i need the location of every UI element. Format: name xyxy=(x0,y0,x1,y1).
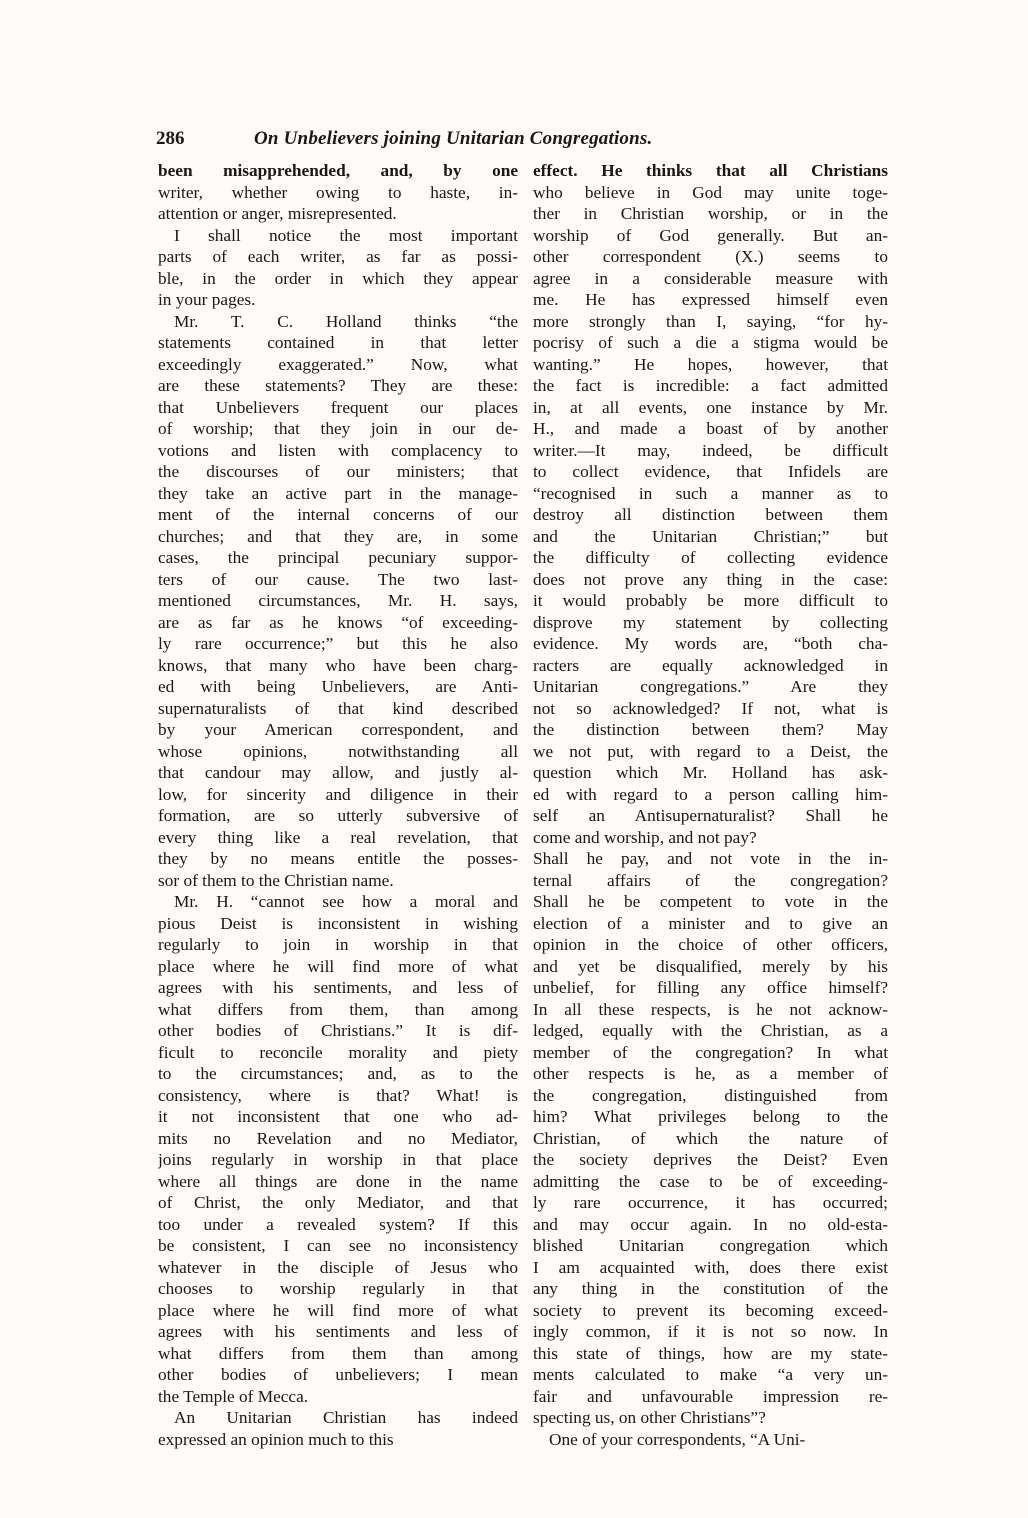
text-line: worship of God generally. But an- xyxy=(533,225,888,245)
text-line: the fact is incredible: a fact admitted xyxy=(533,376,888,395)
text-line: unbelief, for filling any office himself? xyxy=(533,978,888,997)
text-line: this state of things, how are my state- xyxy=(533,1343,888,1363)
text-line: ments calculated to make “a very un- xyxy=(533,1365,888,1384)
text-line: pocrisy of such a die a stigma would be xyxy=(533,333,888,352)
text-line: in your pages. xyxy=(158,290,256,309)
text-line: and the Unitarian Christian;” but xyxy=(533,526,888,546)
text-line: who believe in God may unite toge- xyxy=(533,182,888,202)
text-line: not so acknowledged? If not, what is xyxy=(533,698,888,718)
text-line: pious Deist is inconsistent in wishing xyxy=(158,913,518,933)
text-line: churches; and that they are, in some xyxy=(158,526,518,546)
text-line: votions and listen with complacency to xyxy=(158,440,518,460)
text-line: wanting.” He hopes, however, that xyxy=(533,354,888,374)
text-line: supernaturalists of that kind described xyxy=(158,698,518,718)
text-line: come and worship, and not pay? xyxy=(533,827,757,847)
text-line: H., and made a boast of by another xyxy=(533,419,888,438)
text-line: ly rare occurrence, it has occurred; xyxy=(533,1193,888,1212)
text-line: of worship; that they join in our de- xyxy=(158,419,518,438)
text-line: specting us, on other Christians”? xyxy=(533,1408,766,1427)
text-line: exceedingly exaggerated.” Now, what xyxy=(158,354,518,374)
text-line: ment of the internal concerns of our xyxy=(158,505,518,524)
text-line: racters are equally acknowledged in xyxy=(533,655,888,675)
text-line: other bodies of unbelievers; I mean xyxy=(158,1365,518,1384)
text-line: ed with being Unbelievers, are Anti- xyxy=(158,677,518,696)
text-line: to the circumstances; and, as to the xyxy=(158,1064,518,1083)
text-line: what differs from them than among xyxy=(158,1343,518,1363)
text-line: ternal affairs of the congregation? xyxy=(533,870,888,890)
text-line: place where he will find more of what xyxy=(158,956,518,976)
text-line: “recognised in such a manner as to xyxy=(533,483,888,503)
text-line: One of your correspondents, “A Uni- xyxy=(549,1429,806,1449)
text-line: place where he will find more of what xyxy=(158,1300,518,1320)
text-line: are these statements? They are these: xyxy=(158,376,518,395)
text-line: that Unbelievers frequent our places xyxy=(158,397,518,417)
text-line: it not inconsistent that one who ad- xyxy=(158,1107,518,1126)
text-line: ters of our cause. The two last- xyxy=(158,569,518,589)
text-line: ingly common, if it is not so now. In xyxy=(533,1322,888,1341)
text-line: mits no Revelation and no Mediator, xyxy=(158,1128,518,1148)
page-number: 286 xyxy=(156,128,185,149)
text-line: opinion in the choice of other officers, xyxy=(533,935,888,954)
text-line: does not prove any thing in the case: xyxy=(533,569,888,589)
text-line: and yet be disqualified, merely by his xyxy=(533,956,888,976)
text-line: consistency, where is that? What! is xyxy=(158,1085,518,1105)
text-line: ledged, equally with the Christian, as a xyxy=(533,1021,888,1040)
text-line: by your American correspondent, and xyxy=(158,720,518,739)
text-line: destroy all distinction between them xyxy=(533,505,888,524)
text-line: society to prevent its becoming exceed- xyxy=(533,1300,888,1320)
text-line: more strongly than I, saying, “for hy- xyxy=(533,311,888,331)
text-line: agrees with his sentiments and less of xyxy=(158,1322,518,1341)
text-line: me. He has expressed himself even xyxy=(533,290,888,309)
text-line: are as far as he knows “of exceeding- xyxy=(158,612,518,632)
text-line: the society deprives the Deist? Even xyxy=(533,1150,888,1169)
text-line: the discourses of our ministers; that xyxy=(158,462,518,481)
text-line: self an Antisupernaturalist? Shall he xyxy=(533,806,888,825)
text-line: ther in Christian worship, or in the xyxy=(533,204,888,223)
text-line: writer, whether owing to haste, in- xyxy=(158,182,518,202)
text-line: regularly to join in worship in that xyxy=(158,935,518,954)
text-line: evidence. My words are, “both cha- xyxy=(533,634,888,653)
text-line: Shall he be competent to vote in the xyxy=(533,892,888,911)
text-line: I am acquainted with, does there exist xyxy=(533,1257,888,1277)
text-line: Mr. H. “cannot see how a moral and xyxy=(174,892,518,911)
text-line: writer.—It may, indeed, be difficult xyxy=(533,440,888,460)
text-line: the congregation, distinguished from xyxy=(533,1085,888,1105)
text-line: be consistent, I can see no inconsistency xyxy=(158,1236,518,1255)
text-line: Shall he pay, and not vote in the in- xyxy=(533,849,888,868)
page-header xyxy=(156,124,876,154)
text-line: other correspondent (X.) seems to xyxy=(533,247,888,266)
text-line: Mr. T. C. Holland thinks “the xyxy=(174,311,518,331)
text-line: parts of each writer, as far as possi- xyxy=(158,247,518,266)
text-line: of Christ, the only Mediator, and that xyxy=(158,1193,518,1212)
text-line: disprove my statement by collecting xyxy=(533,612,888,632)
text-line: the distinction between them? May xyxy=(533,720,888,739)
right-column xyxy=(533,160,888,1450)
text-line: In all these respects, is he not acknow- xyxy=(533,999,888,1019)
text-line: mentioned circumstances, Mr. H. says, xyxy=(158,591,518,610)
text-line: attention or anger, misrepresented. xyxy=(158,204,397,223)
text-line: statements contained in that letter xyxy=(158,333,518,352)
text-line: member of the congregation? In what xyxy=(533,1042,888,1062)
text-line: other bodies of Christians.” It is dif- xyxy=(158,1021,518,1040)
text-line: been misapprehended, and, by one xyxy=(158,161,518,180)
text-line: to collect evidence, that Infidels are xyxy=(533,462,888,481)
text-line: every thing like a real revelation, that xyxy=(158,827,518,847)
text-line: what differs from them, than among xyxy=(158,999,518,1019)
text-line: it would probably be more difficult to xyxy=(533,591,888,610)
text-line: him? What privileges belong to the xyxy=(533,1107,888,1126)
text-line: that candour may allow, and justly al- xyxy=(158,763,518,782)
text-line: question which Mr. Holland has ask- xyxy=(533,763,888,782)
text-line: Christian, of which the nature of xyxy=(533,1128,888,1148)
text-line: agrees with his sentiments, and less of xyxy=(158,978,518,997)
text-line: whose opinions, notwithstanding all xyxy=(158,741,518,761)
text-line: fair and unfavourable impression re- xyxy=(533,1386,888,1406)
text-line: they by no means entitle the posses- xyxy=(158,849,518,868)
text-line: ficult to reconcile morality and piety xyxy=(158,1042,518,1062)
text-line: joins regularly in worship in that place xyxy=(158,1150,518,1169)
text-line: chooses to worship regularly in that xyxy=(158,1279,518,1298)
text-line: I shall notice the most important xyxy=(174,225,518,245)
text-line: in, at all events, one instance by Mr. xyxy=(533,397,888,417)
text-line: blished Unitarian congregation which xyxy=(533,1236,888,1255)
text-line: ed with regard to a person calling him- xyxy=(533,784,888,804)
text-line: they take an active part in the manage- xyxy=(158,483,518,503)
text-line: any thing in the constitution of the xyxy=(533,1279,888,1298)
text-line: where all things are done in the name xyxy=(158,1171,518,1191)
text-line: other respects is he, as a member of xyxy=(533,1064,888,1083)
text-line: An Unitarian Christian has indeed xyxy=(174,1408,518,1427)
text-line: we not put, with regard to a Deist, the xyxy=(533,741,888,761)
text-line: and may occur again. In no old-esta- xyxy=(533,1214,888,1234)
text-line: admitting the case to be of exceeding- xyxy=(533,1171,888,1191)
running-title: On Unbelievers joining Unitarian Congregations. xyxy=(254,128,653,149)
text-line: too under a revealed system? If this xyxy=(158,1214,518,1234)
text-line: election of a minister and to give an xyxy=(533,913,888,933)
text-line: knows, that many who have been charg- xyxy=(158,655,518,675)
text-line: low, for sincerity and diligence in their xyxy=(158,784,518,804)
text-line: formation, are so utterly subversive of xyxy=(158,806,518,825)
text-line: ly rare occurrence;” but this he also xyxy=(158,634,518,653)
text-line: agree in a considerable measure with xyxy=(533,268,888,288)
text-line: sor of them to the Christian name. xyxy=(158,870,394,890)
text-line: Unitarian congregations.” Are they xyxy=(533,677,888,696)
text-line: effect. He thinks that all Christians xyxy=(533,161,888,180)
text-line: cases, the principal pecuniary suppor- xyxy=(158,548,518,567)
left-column xyxy=(158,160,518,1450)
text-line: the difficulty of collecting evidence xyxy=(533,548,888,567)
text-line: expressed an opinion much to this xyxy=(158,1429,394,1449)
text-line: ble, in the order in which they appear xyxy=(158,268,518,288)
text-line: whatever in the disciple of Jesus who xyxy=(158,1257,518,1277)
text-line: the Temple of Mecca. xyxy=(158,1386,309,1406)
